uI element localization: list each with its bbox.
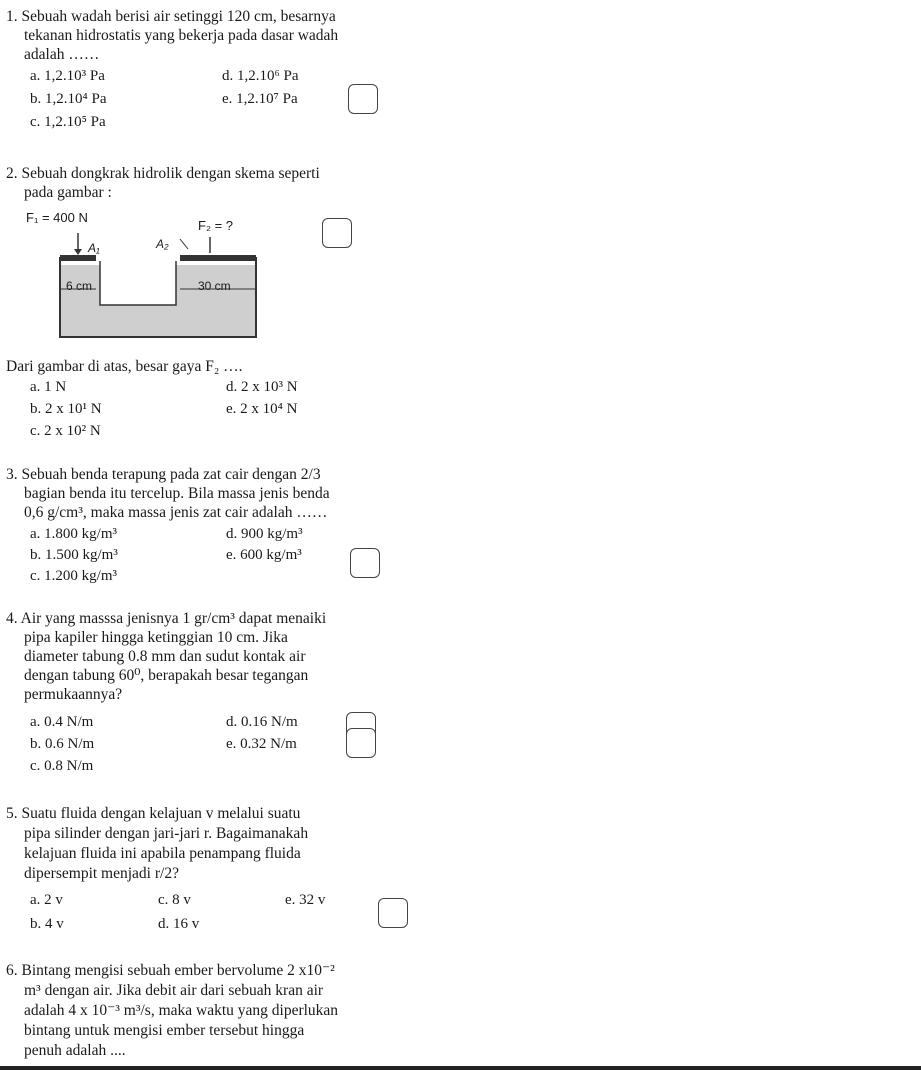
q2-option-d: d. 2 x 10³ N (226, 379, 298, 395)
q4-line-2: pipa kapiler hingga ketinggian 10 cm. Jika (24, 629, 288, 646)
q4-option-c: c. 0.8 N/m (30, 758, 94, 774)
q4-line-5: permukaannya? (24, 686, 123, 703)
q5-option-d: d. 16 v (158, 916, 200, 932)
q4-option-d: d. 0.16 N/m (226, 714, 298, 730)
q4-line-1: 4. Air yang masssa jenisnya 1 gr/cm³ dapat menaiki (6, 610, 327, 627)
q2-line-1: 2. Sebuah dongkrak hidrolik dengan skema seperti (6, 165, 320, 182)
q2-option-a: a. 1 N (30, 379, 67, 395)
q3-option-c: c. 1.200 kg/m³ (30, 568, 117, 584)
q1-line-2: tekanan hidrostatis yang bekerja pada dasar wadah (24, 27, 339, 44)
q2-option-e: e. 2 x 10⁴ N (226, 401, 298, 417)
q6-line-4: bintang untuk mengisi ember tersebut hingga (24, 1022, 305, 1039)
q4-line-3: diameter tabung 0.8 mm dan sudut kontak air (24, 648, 306, 665)
q3-answer-box[interactable] (350, 548, 380, 578)
q5-line-4: dipersempit menjadi r/2? (24, 865, 179, 882)
q5-line-1: 5. Suatu fluida dengan kelajuan v melalui suatu (6, 805, 301, 822)
q5-option-e: e. 32 v (285, 892, 326, 908)
q5-line-3: kelajuan fluida ini apabila penampang fluida (24, 845, 301, 862)
q6-line-3: adalah 4 x 10⁻³ m³/s, maka waktu yang diperlukan (24, 1002, 339, 1019)
q4-option-e: e. 0.32 N/m (226, 736, 297, 752)
q2-figure-f2: F₂ = ? (198, 218, 234, 233)
q6-line-2: m³ dengan air. Jika debit air dari sebuah kran air (24, 982, 324, 999)
q5-answer-box[interactable] (378, 898, 408, 928)
q2-line-2: pada gambar : (24, 184, 112, 201)
q2-figure-a1: A₁ (88, 241, 100, 255)
q1-answer-box[interactable] (348, 84, 378, 114)
q1-option-b: b. 1,2.10⁴ Pa (30, 91, 107, 107)
q2-figure-a2: A₂ (156, 237, 169, 251)
q2-option-c: c. 2 x 10² N (30, 423, 101, 439)
q3-option-d: d. 900 kg/m³ (226, 526, 303, 542)
q3-line-2: bagian benda itu tercelup. Bila massa jenis benda (24, 485, 330, 502)
q3-option-a: a. 1.800 kg/m³ (30, 526, 117, 542)
q1-option-e: e. 1,2.10⁷ Pa (222, 91, 298, 107)
q3-line-3: 0,6 g/cm³, maka massa jenis zat cair adalah …… (24, 504, 328, 521)
q4-option-b: b. 0.6 N/m (30, 736, 95, 752)
q2-option-b: b. 2 x 10¹ N (30, 401, 102, 417)
bottom-rule (0, 1066, 921, 1070)
q4-line-4: dengan tabung 60⁰, berapakah besar tegangan (24, 667, 309, 684)
q6-line-1: 6. Bintang mengisi sebuah ember bervolume 2 x10⁻² (6, 962, 335, 979)
q2-figure-d2: 30 cm (198, 279, 231, 293)
q1-option-a: a. 1,2.10³ Pa (30, 68, 105, 84)
q5-option-c: c. 8 v (158, 892, 191, 908)
q1-line-3: adalah …… (24, 46, 100, 63)
q5-option-b: b. 4 v (30, 916, 64, 932)
q6-line-5: penuh adalah .... (24, 1042, 126, 1059)
q1-line-1: 1. Sebuah wadah berisi air setinggi 120 cm, besarnya (6, 8, 336, 25)
q1-option-d: d. 1,2.10⁶ Pa (222, 68, 299, 84)
q4-option-a: a. 0.4 N/m (30, 714, 94, 730)
q2-after: Dari gambar di atas, besar gaya F₂ …. (6, 358, 243, 375)
hydraulic-jack-figure (26, 205, 270, 365)
q1-option-c: c. 1,2.10⁵ Pa (30, 114, 106, 130)
q2-figure-f1: F₁ = 400 N (26, 210, 88, 225)
q3-option-b: b. 1.500 kg/m³ (30, 547, 118, 563)
q3-option-e: e. 600 kg/m³ (226, 547, 302, 563)
q2-answer-box[interactable] (322, 218, 352, 248)
q3-line-1: 3. Sebuah benda terapung pada zat cair dengan 2/3 (6, 466, 321, 483)
q2-figure-d1: 6 cm (66, 279, 93, 293)
q5-option-a: a. 2 v (30, 892, 63, 908)
q4-answer-box-2[interactable] (346, 728, 376, 758)
q5-line-2: pipa silinder dengan jari-jari r. Bagaimanakah (24, 825, 309, 842)
